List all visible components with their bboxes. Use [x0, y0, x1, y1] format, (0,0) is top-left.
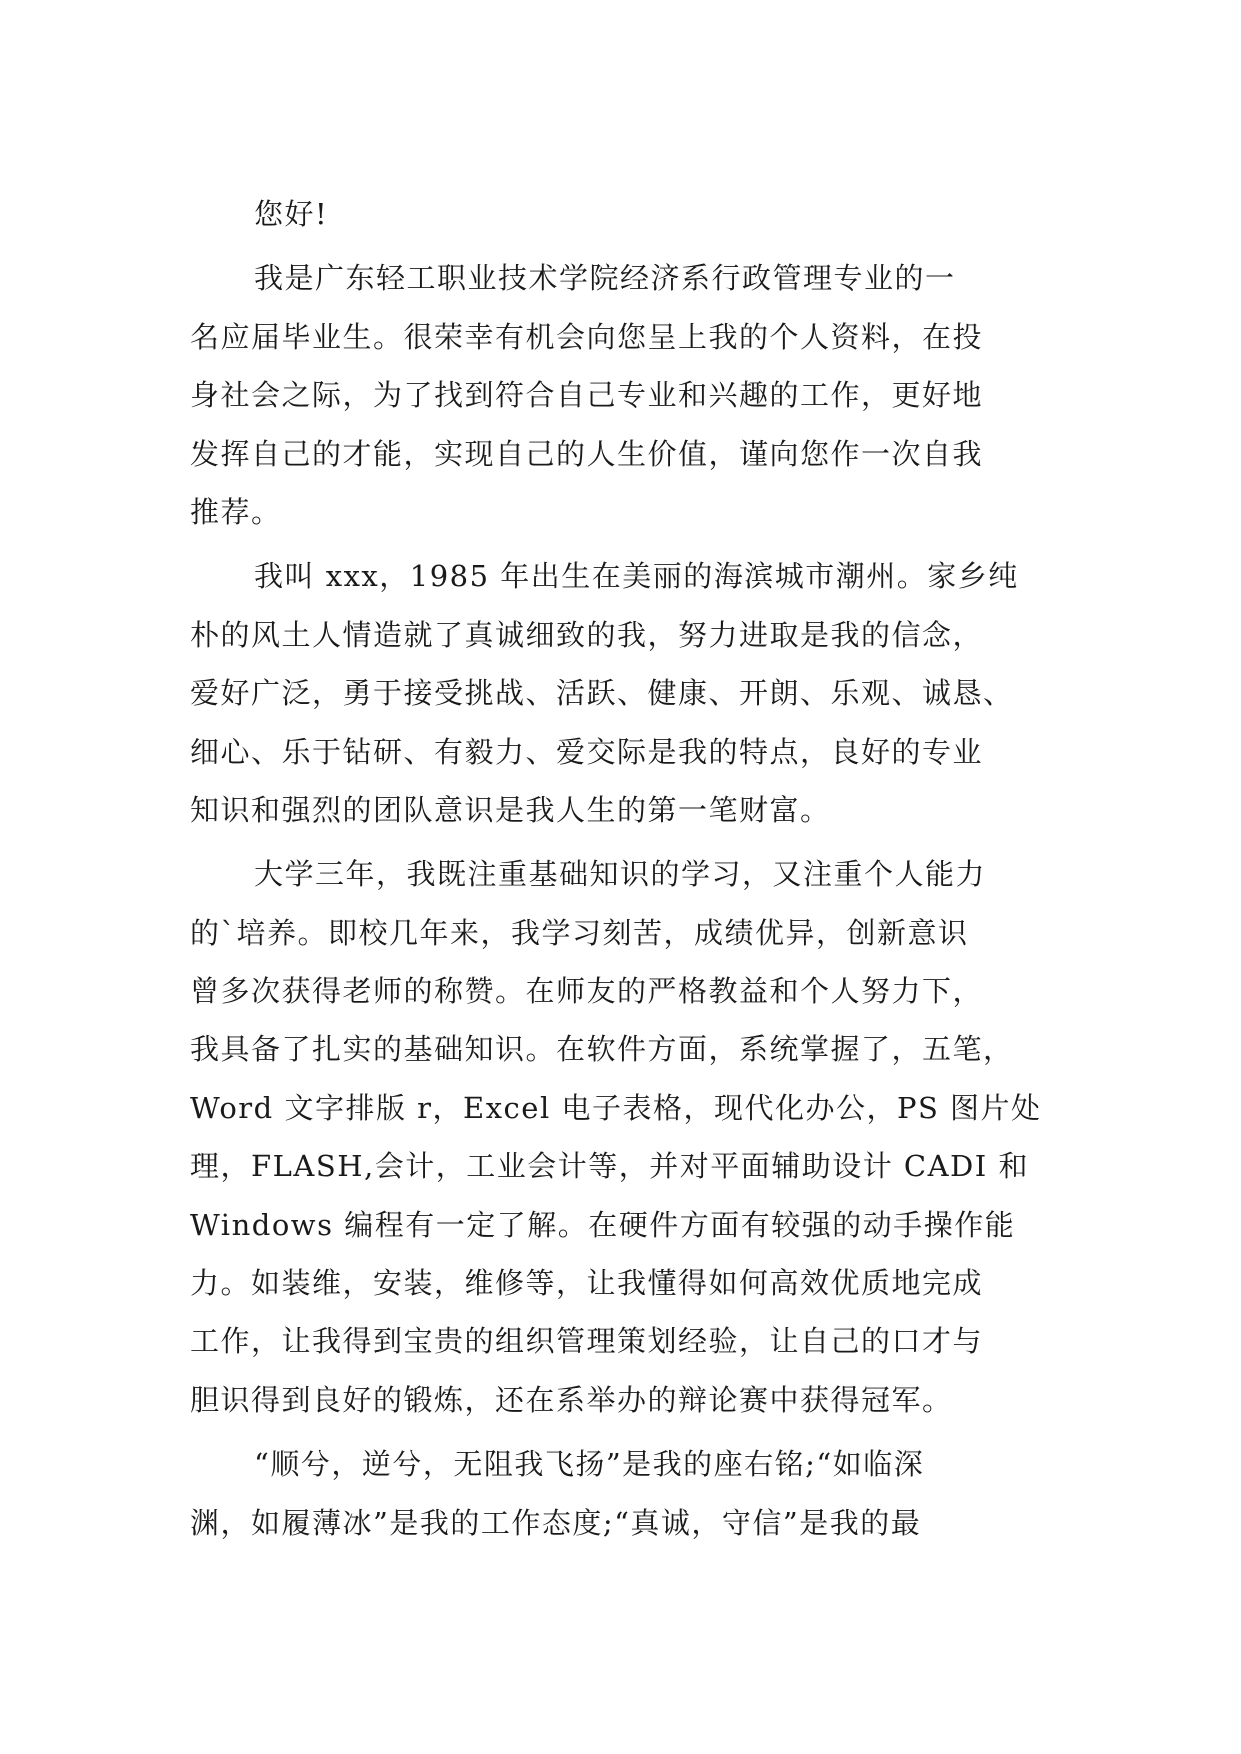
- text-line: 知识和强烈的团队意识是我人生的第一笔财富。: [190, 792, 831, 827]
- letter-body: [190, 185, 1070, 1552]
- text-line: 胆识得到良好的锻炼，还在系举办的辩论赛中获得冠军。: [190, 1382, 953, 1417]
- text-line: 的`培养。即校几年来，我学习刻苦，成绩优异，创新意识: [190, 915, 969, 950]
- text-line: Windows 编程有一定了解。在硬件方面有较强的动手操作能: [190, 1207, 1016, 1242]
- text-line: 名应届毕业生。很荣幸有机会向您呈上我的个人资料，在投: [190, 319, 984, 354]
- text-line: 力。如装维，安装，维修等，让我懂得如何高效优质地完成: [190, 1266, 984, 1301]
- text-line: 发挥自己的才能，实现自己的人生价值，谨向您作一次自我: [190, 436, 984, 471]
- text-line: 曾多次获得老师的称赞。在师友的严格教益和个人努力下，: [190, 974, 984, 1009]
- text-line: 朴的风土人情造就了真诚细致的我，努力进取是我的信念，: [190, 617, 984, 652]
- text-line: 推荐。: [190, 494, 282, 529]
- paragraph-personal: [190, 547, 1070, 839]
- paragraph-motto: [190, 1435, 1070, 1552]
- text-line: 大学三年，我既注重基础知识的学习，又注重个人能力: [254, 857, 987, 892]
- paragraph-education: [190, 845, 1070, 1429]
- text-line: 我叫 xxx，1985 年出生在美丽的海滨城市潮州。家乡纯: [254, 559, 1019, 594]
- text-line: 我是广东轻工职业技术学院经济系行政管理专业的一: [254, 261, 956, 296]
- text-line: Word 文字排版 r，Excel 电子表格，现代化办公，PS 图片处: [190, 1090, 1042, 1125]
- text-line: 渊，如履薄冰”是我的工作态度;“真诚，守信”是我的最: [190, 1505, 922, 1540]
- paragraph-intro: [190, 249, 1070, 541]
- text-line: 爱好广泛，勇于接受挑战、活跃、健康、开朗、乐观、诚恳、: [190, 676, 1014, 711]
- text-line: 身社会之际，为了找到符合自己专业和兴趣的工作，更好地: [190, 378, 984, 413]
- greeting: 您好!: [254, 197, 329, 231]
- text-line: 细心、乐于钻研、有毅力、爱交际是我的特点，良好的专业: [190, 734, 984, 769]
- text-line: “顺兮，逆兮，无阻我飞扬”是我的座右铭;“如临深: [254, 1447, 925, 1482]
- text-line: 工作，让我得到宝贵的组织管理策划经验，让自己的口才与: [190, 1324, 984, 1359]
- text-line: 我具备了扎实的基础知识。在软件方面，系统掌握了，五笔，: [190, 1032, 1014, 1067]
- text-line: 理，FLASH,会计，工业会计等，并对平面辅助设计 CADI 和: [190, 1149, 1029, 1184]
